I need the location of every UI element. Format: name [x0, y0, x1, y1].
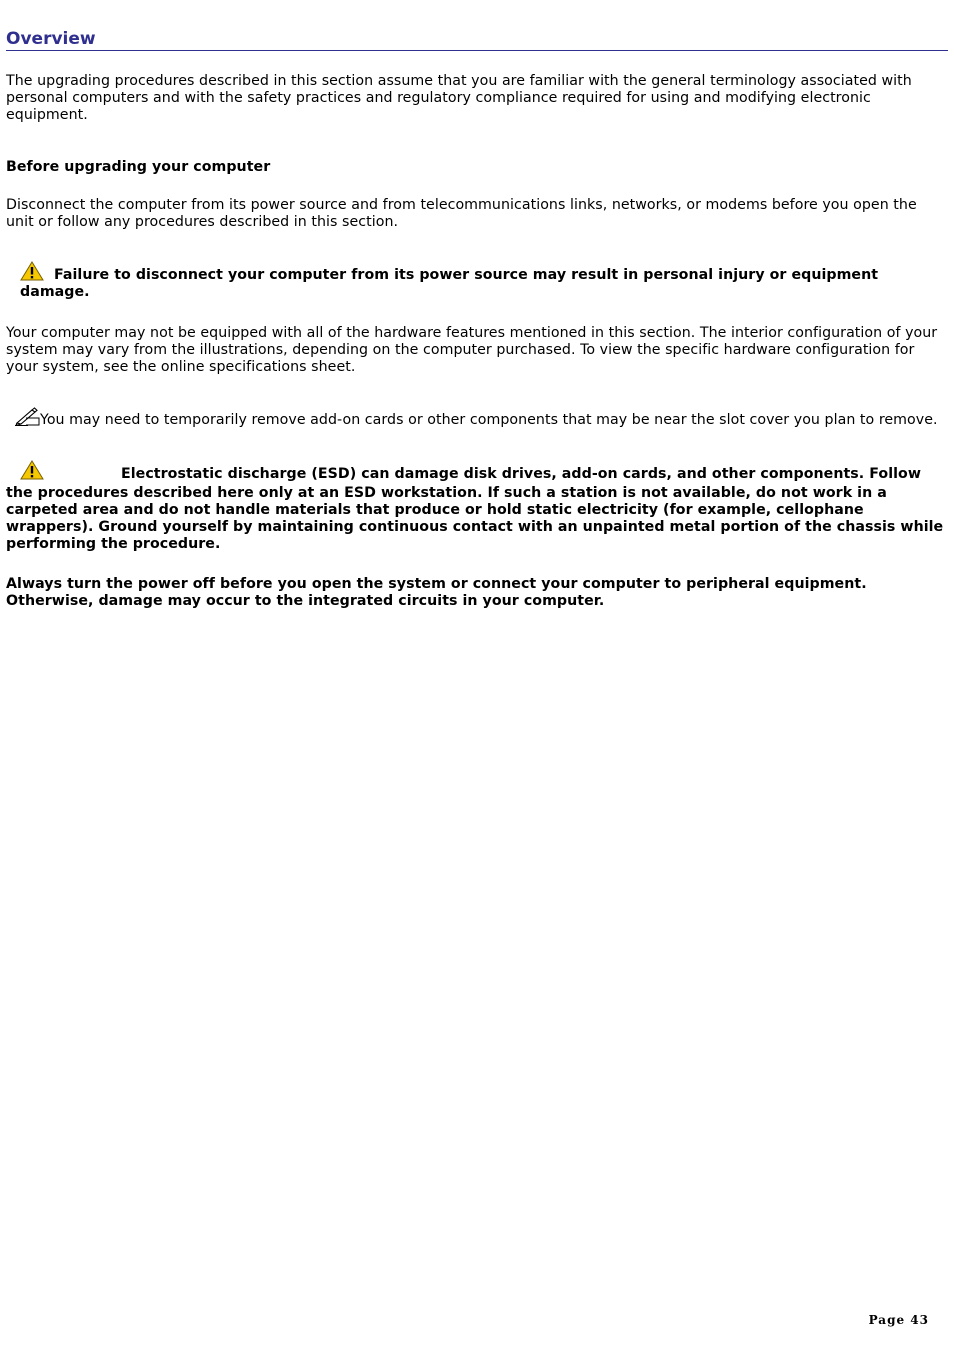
page-number: Page 43 [868, 1313, 929, 1327]
esd-warning [6, 460, 948, 553]
note-text: You may need to temporarily remove add-on cards or other components that may be near the slot cover you plan to remove. [40, 412, 938, 428]
power-warning [6, 261, 948, 301]
disconnect-paragraph: Disconnect the computer from its power source and from telecommunications links, networks, or modems before you open the unit or follow any procedures described in this section. [6, 197, 917, 230]
power-off-warning: Always turn the power off before you open the system or connect your computer to peripheral equipment. Otherwise, damage may occur to the integrated circuits in your computer. [6, 576, 867, 609]
power-warning-text: Failure to disconnect your computer from its power source may result in personal injury or equipment damage. [20, 267, 879, 300]
intro-paragraph: The upgrading procedures described in this section assume that you are familiar with the general terminology associated with personal computers and with the safety practices and regulatory compliance required for using and modifying electronic equipment. [6, 73, 912, 123]
section-heading: Before upgrading your computer [6, 159, 271, 175]
esd-warning-icon [6, 460, 121, 485]
note-paragraph [6, 406, 948, 431]
document-content [6, 0, 948, 610]
hardware-paragraph: Your computer may not be equipped with all of the hardware features mentioned in this section. The interior configuration of your system may vary from the illustrations, depending on the computer purchased. To view the specific hardware configuration for your system, see the online specifications sheet. [6, 325, 938, 375]
note-pencil-icon [6, 406, 40, 431]
esd-warning-text: Electrostatic discharge (ESD) can damage disk drives, add-on cards, and other components. Follow the procedures described here only at an ESD workstation. If such a station is not available, do not work in a carpeted area and do not handle materials that produce or hold static electricity (for example, cellophane wrappers). Ground yourself by maintaining continuous contact with an unpainted metal portion of the chassis while performing the procedure. [6, 466, 944, 552]
page-title: Overview [6, 0, 948, 51]
warning-icon [20, 261, 44, 281]
